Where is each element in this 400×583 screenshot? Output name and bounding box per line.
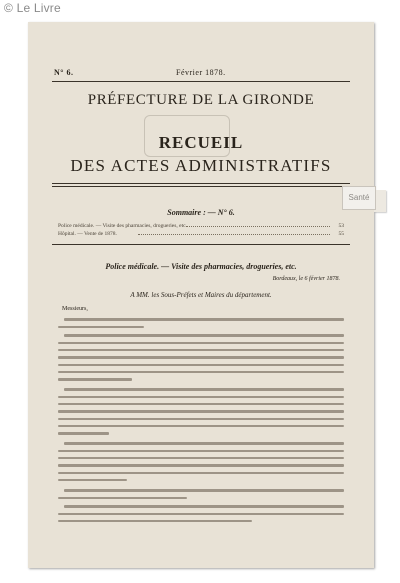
recueil-title: RECUEIL [158, 133, 244, 152]
toc-rule [52, 244, 350, 245]
header-rule [52, 81, 350, 82]
address-line: A MM. les Sous-Préfets et Maires du département. [130, 291, 272, 299]
section-heading: Police médicale. — Visite des pharmacies, drogueries, etc. [105, 262, 297, 271]
toc-item [58, 223, 344, 229]
issue-date: Février 1878. [176, 68, 226, 77]
toc-item [58, 231, 344, 237]
toc-item-page: 53 [338, 223, 344, 229]
document-page [28, 22, 374, 568]
actes-title: DES ACTES ADMINISTRATIFS [70, 156, 332, 175]
paragraph-5 [58, 503, 344, 525]
prefecture-title: PRÉFECTURE DE LA GIRONDE [87, 92, 315, 108]
title-rule-top [52, 183, 350, 184]
watermark: © Le Livre [4, 1, 61, 15]
toc-item-label: Police médicale. — Visite des pharmacies, drogueries, etc. [58, 223, 187, 229]
salutation: Messieurs, [62, 306, 88, 312]
paragraph-2 [58, 386, 344, 437]
paragraph-3 [58, 440, 344, 484]
handwritten-annotation: Santé [342, 186, 376, 210]
paragraph-1 [58, 316, 344, 331]
dateline: Bordeaux, le 6 février 1878. [272, 276, 340, 282]
sommaire-heading: Sommaire : — N° 6. [167, 208, 235, 217]
paragraph-4 [58, 487, 344, 502]
title-rule-bottom [52, 186, 350, 187]
issue-number: N° 6. [54, 68, 74, 77]
toc-item-page: 55 [338, 231, 344, 237]
toc-item-label: Hôpital. — Vente de 1878. [58, 231, 117, 237]
quote-block [58, 332, 344, 383]
